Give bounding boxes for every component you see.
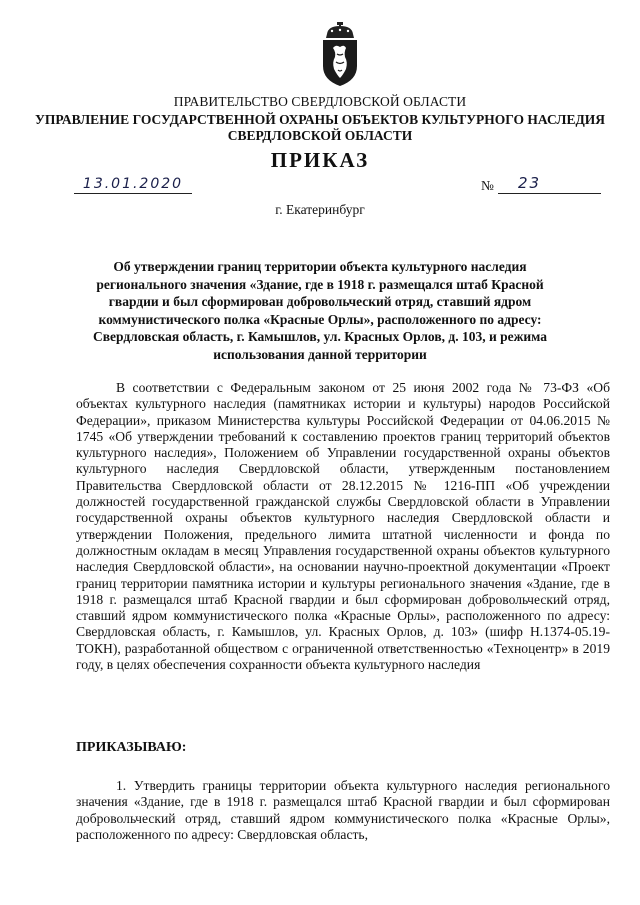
number-field xyxy=(498,175,601,194)
order-item-1-text: 1. Утвердить границы территории объекта культурного наследия регионального значения «Здание, где в 1918 г. размещался штаб Красной гвардии и был сформирован добровольческий отряд, ставший ядром коммунистического полка «Красные Орлы», расположенного по адресу: Свердловская область, xyxy=(76,778,610,842)
number-sign: № xyxy=(481,178,494,193)
government-name: ПРАВИТЕЛЬСТВО СВЕРДЛОВСКОЙ ОБЛАСТИ xyxy=(173,94,467,109)
preamble-paragraph: В соответствии с Федеральным законом от 25 июня 2002 года № 73-ФЗ «Об объектах культурного наследия (памятниках истории и культуры) народов Российской Федерации», приказом Министерства культуры Российской Федерации от 04.06.2015 № 1745 «Об утверждении требований к составлению проектов границ территорий объектов культурного наследия», Положением об Управлении государственной охраны объектов культурного наследия Свердловской области, утвержденным постановлением Правительства Свердловской области от 28.12.2015 № 1216-ПП «Об учреждении должностей государственной гражданской службы Свердловской области в Управлении государственной охраны объектов культурного наследия Свердловской области и утверждении Положения, предельного лимита штатной численности и фонда по должностным окладам в месяц Управления государственной охраны объектов культурного наследия Свердловской области», на основании научно-проектной документации «Проект границ территории памятника истории и культуры регионального значения «Здание, где в 1918 г. размещался штаб Красной гвардии и был сформирован добровольческий отряд, ставший ядром коммунистического полка «Красные Орлы», расположенного по адресу: Свердловская область, г. Камышлов, ул. Красных Орлов, д. 103» (шифр Н.1374-05.19-ТОКН), разработанной обществом с ограниченной ответственностью «Техноцентр» в 2019 году, в целях обеспечения сохранности объекта культурного наследия xyxy=(76,380,610,673)
date-field xyxy=(74,175,192,194)
city: г. Екатеринбург xyxy=(275,202,365,217)
date-value: 13.01.2020 xyxy=(82,176,184,192)
order-item-1 xyxy=(76,778,610,843)
department-name-line1: УПРАВЛЕНИЕ ГОСУДАРСТВЕННОЙ ОХРАНЫ ОБЪЕКТОВ КУЛЬТУРНОГО НАСЛЕДИЯ xyxy=(34,112,606,127)
department-name xyxy=(0,112,640,144)
department-name-line2: СВЕРДЛОВСКОЙ ОБЛАСТИ xyxy=(227,128,413,143)
order-heading: ПРИКАЗЫВАЮ: xyxy=(76,740,187,755)
document-type: ПРИКАЗ xyxy=(270,148,370,172)
document-title: Об утверждении границ территории объекта культурного наследия регионального значения «Здание, где в 1918 г. размещался штаб Красной гвардии и был сформирован добровольческий отряд, ставший ядром коммунистического полка «Красные Орлы», расположенного по адресу: Свердловская область, г. Камышлов, ул. Красных Орлов, д. 103, и режима использования данной территории xyxy=(92,259,548,362)
number-value: 23 xyxy=(518,174,542,192)
preamble-text xyxy=(76,380,610,673)
coat-of-arms-icon xyxy=(318,22,362,88)
